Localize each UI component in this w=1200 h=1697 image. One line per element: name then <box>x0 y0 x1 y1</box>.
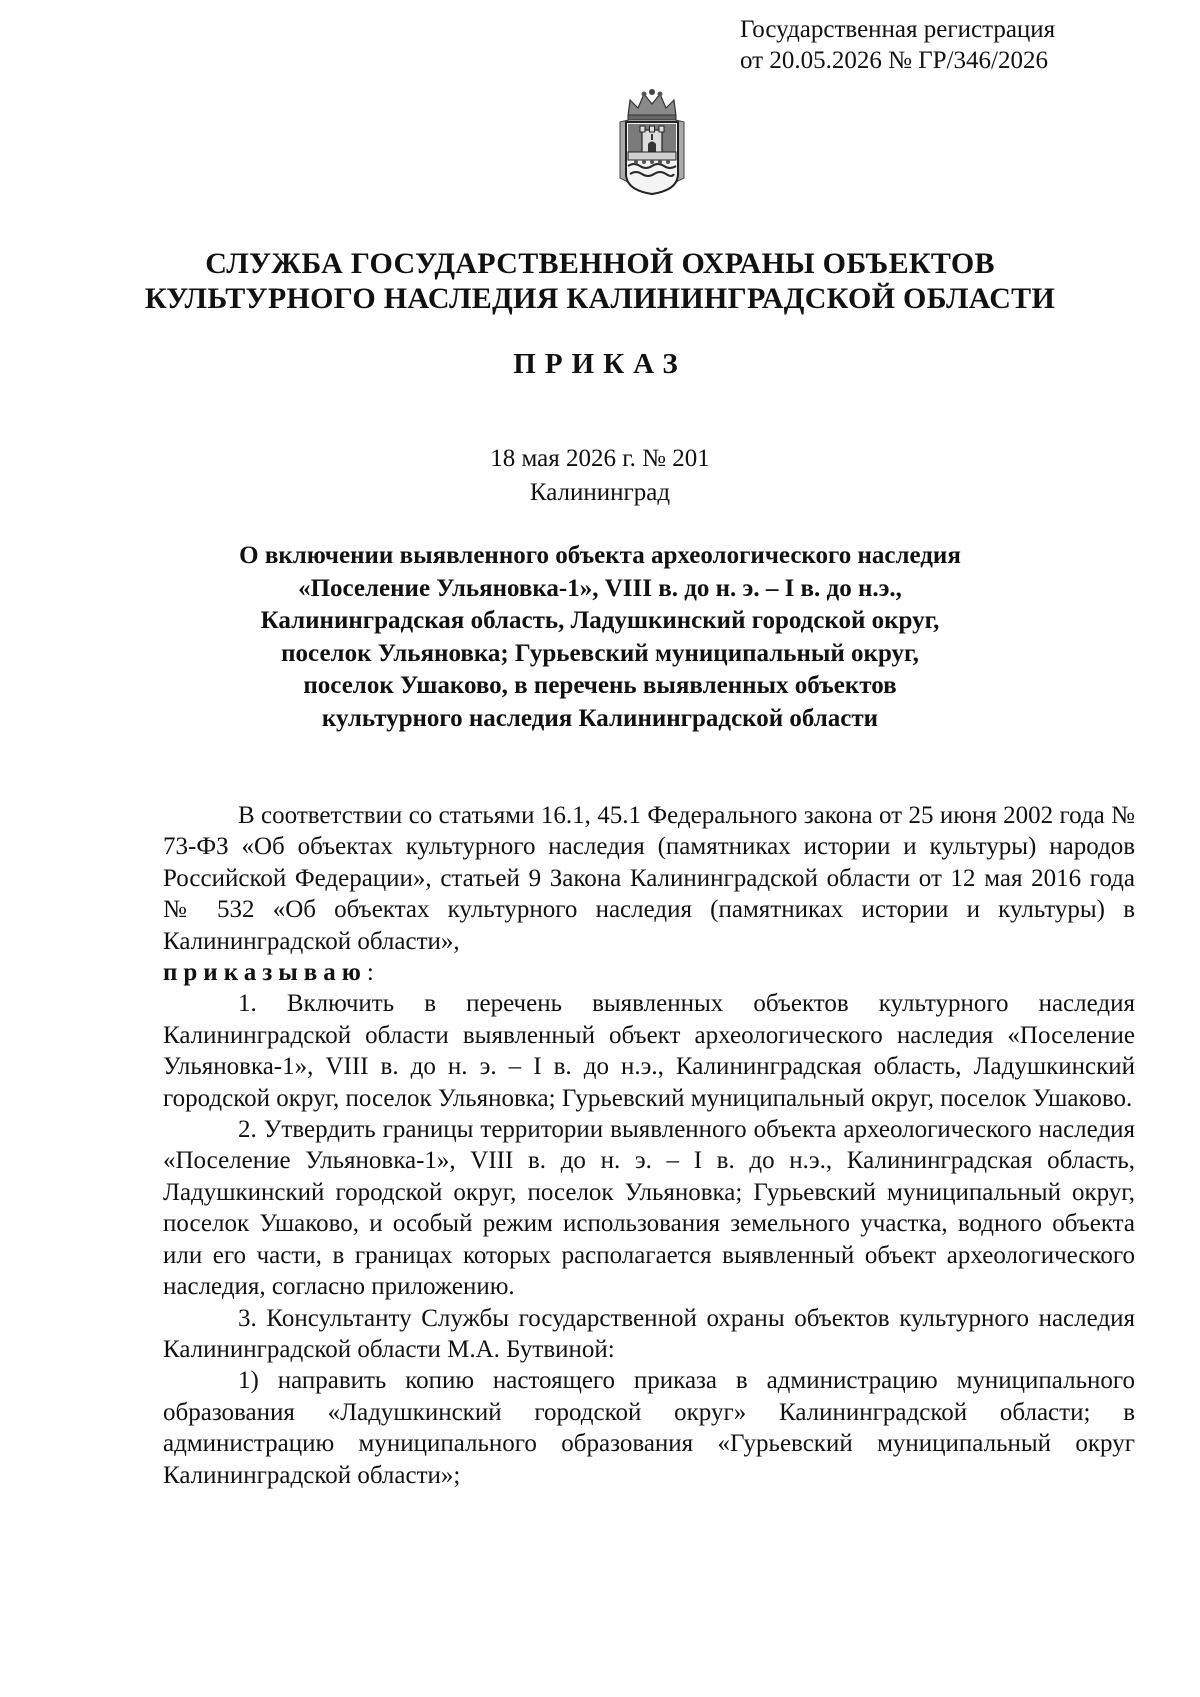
agency-line-1: СЛУЖБА ГОСУДАРСТВЕННОЙ ОХРАНЫ ОБЪЕКТОВ <box>205 247 995 280</box>
order-item: 2. Утвердить границы территории выявленного объекта археологического наследия «Поселение Ульяновка-1», VIII в. до н. э. – I в. до н.э., Калининградская область, Ладушкинский городской округ, поселок Ульяновка; Гурьевский муниципальный округ, поселок Ушаково, и особый режим использования земельного участка, водного объекта или его части, в границах которых располагается выявленный объект археологического наследия, согласно приложению. <box>163 1116 1135 1301</box>
registration-stamp <box>740 14 1180 76</box>
registration-line-2: от 20.05.2026 № ГР/346/2026 <box>740 47 1048 74</box>
preamble-text: В соответствии со статьями 16.1, 45.1 Федерального закона от 25 июня 2002 года № 73-ФЗ «Об объектах культурного наследия (памятниках истории и культуры) народов Российской Федерации», статьей 9 Закона Калининградской области от 12 мая 2016 года № 532 «Об объектах культурного наследия (памятниках истории и культуры) в Калининградской области», <box>163 802 1135 955</box>
subject-line: культурного наследия Калининградской области <box>321 704 879 732</box>
order-body <box>163 800 1135 1491</box>
date-block <box>80 442 1120 510</box>
order-subject <box>150 540 1050 736</box>
order-subitem: 1) направить копию настоящего приказа в администрацию муниципального образования «Ладушкинский городской округ» Калининградской области; в администрацию муниципального образования «Гурьевский муниципальный округ Калининградской области»; <box>163 1367 1135 1489</box>
preamble-paragraph <box>163 800 1135 957</box>
order-item: 3. Консультанту Службы государственной охраны объектов культурного наследия Калининградской области М.А. Бутвиной: <box>163 1304 1135 1363</box>
subject-line: поселок Ушаково, в перечень выявленных объектов <box>303 672 897 700</box>
order-colon: : <box>366 959 374 987</box>
date-number: 18 мая 2026 г. № 201 <box>490 445 710 472</box>
agency-name <box>80 246 1120 316</box>
order-word-line <box>163 957 1135 988</box>
order-item: 1. Включить в перечень выявленных объектов культурного наследия Калининградской области выявленный объект археологического наследия «Поселение Ульяновка-1», VIII в. до н. э. – I в. до н.э., Калининградская область, Ладушкинский городской округ, поселок Ульяновка; Гурьевский муниципальный округ, поселок Ушаково. <box>163 990 1135 1112</box>
agency-line-2: КУЛЬТУРНОГО НАСЛЕДИЯ КАЛИНИНГРАДСКОЙ ОБЛАСТИ <box>144 282 1056 315</box>
document-type-heading: ПРИКАЗ <box>513 348 687 380</box>
coat-of-arms-icon <box>614 86 690 198</box>
subject-line: О включении выявленного объекта археологического наследия <box>239 542 961 569</box>
order-word: приказываю <box>163 959 367 987</box>
subject-line: «Поселение Ульяновка-1», VIII в. до н. э. – I в. до н.э., <box>298 574 902 602</box>
subject-line: поселок Ульяновка; Гурьевский муниципальный округ, <box>281 639 919 667</box>
registration-line-1: Государственная регистрация <box>740 16 1056 43</box>
subject-line: Калининградская область, Ладушкинский городской округ, <box>260 607 940 635</box>
city: Калининград <box>529 479 671 506</box>
